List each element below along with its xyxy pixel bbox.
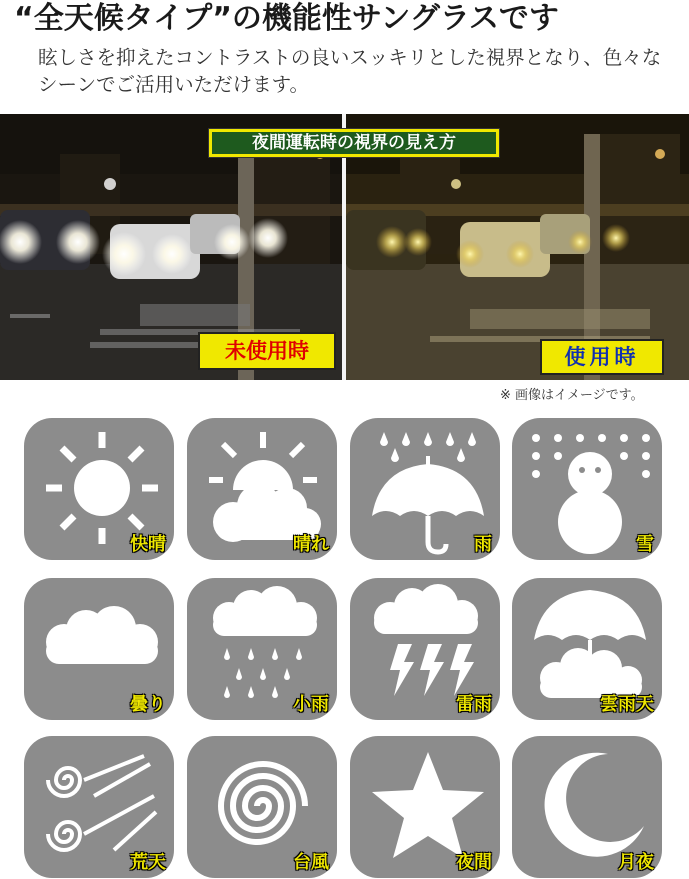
weather-label: 夜間 <box>456 852 492 873</box>
weather-tile-fine <box>187 418 337 560</box>
image-note: ※ 画像はイメージです。 <box>500 388 644 403</box>
weather-tile-moonlit <box>512 736 662 878</box>
weather-tile-night <box>350 736 500 878</box>
weather-tile-storm <box>24 736 174 878</box>
weather-tile-thunder <box>350 578 500 720</box>
comparison-banner-text: 夜間運転時の視界の見え方 <box>212 132 496 154</box>
weather-label: 月夜 <box>618 852 654 873</box>
weather-tile-cloudy <box>24 578 174 720</box>
weather-tile-rain <box>350 418 500 560</box>
weather-tile-snow <box>512 418 662 560</box>
page-subtitle: 眩しさを抑えたコントラストの良いスッキリとした視界となり、色々なシーンでご活用いただけます。 <box>38 46 662 96</box>
weather-label: 小雨 <box>293 694 329 715</box>
weather-tile-typhoon <box>187 736 337 878</box>
weather-label: 荒天 <box>130 852 166 873</box>
weather-label: 雪 <box>636 534 654 555</box>
page-title: “全天候タイプ”の機能性サングラスです <box>14 1 559 36</box>
weather-label: 雷雨 <box>456 694 492 715</box>
weather-label: 雲雨天 <box>600 694 654 715</box>
after-label: 使用時 <box>540 339 664 375</box>
weather-label: 曇り <box>130 694 166 715</box>
weather-label: 晴れ <box>293 534 329 555</box>
weather-label: 快晴 <box>130 534 166 555</box>
weather-label: 台風 <box>293 852 329 873</box>
weather-label: 雨 <box>474 534 492 555</box>
weather-tile-sunny <box>24 418 174 560</box>
before-label: 未使用時 <box>198 332 336 370</box>
weather-tile-drizzle <box>187 578 337 720</box>
weather-tile-cloud-rain <box>512 578 662 720</box>
comparison-banner <box>208 128 500 158</box>
